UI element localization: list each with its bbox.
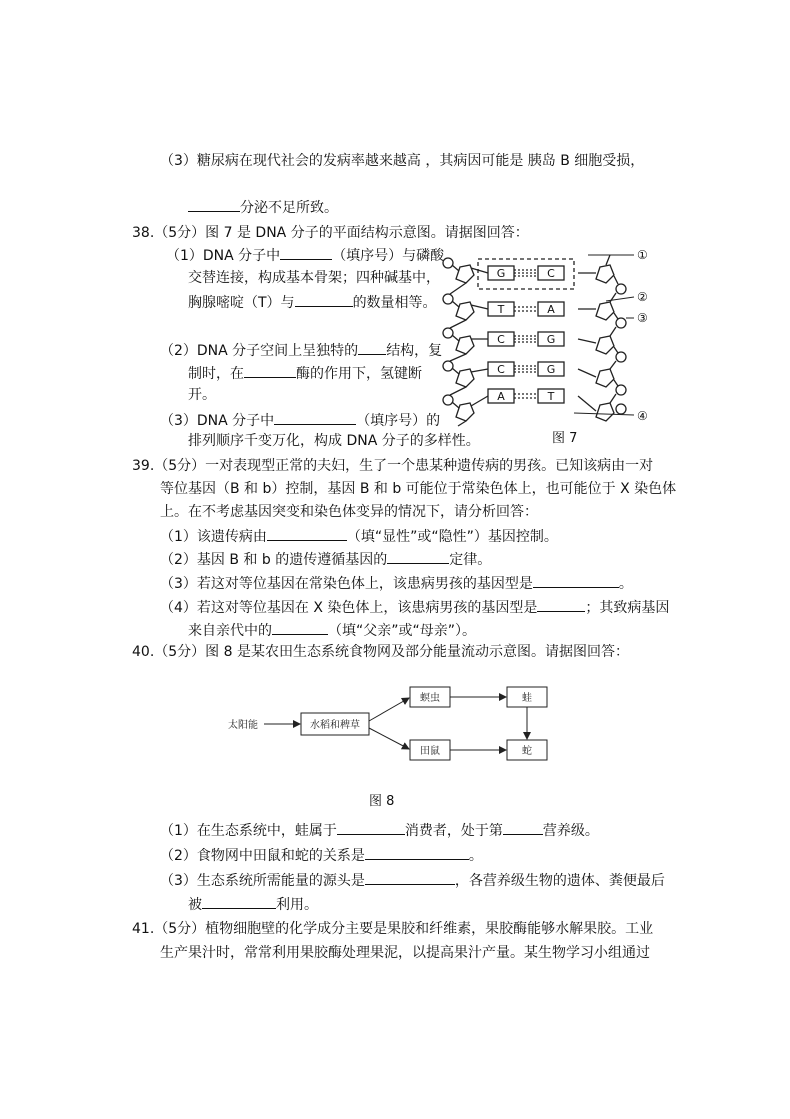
q39-part4-line1: （4）若这对等位基因在 X 染色体上，该患病男孩的基因型是 ；其致病基因: [160, 596, 669, 618]
answer-blank[interactable]: [274, 409, 356, 425]
right-base-4: G: [546, 363, 556, 376]
q37-part3-line2: 分泌不足所致。: [188, 196, 338, 218]
q38-part1-line3: 胸腺嘧啶（T）与 的数量相等。: [188, 291, 437, 313]
answer-blank[interactable]: [503, 819, 543, 835]
snake-label: 蛇: [522, 746, 532, 757]
right-base-3: G: [546, 333, 556, 346]
right-base-2: A: [547, 303, 555, 316]
frog-label: 蛙: [522, 693, 532, 704]
left-base-2: T: [497, 303, 505, 316]
left-base-3: C: [497, 333, 505, 346]
left-base-4: C: [497, 363, 505, 376]
label-4: ④: [637, 409, 648, 423]
q40-header: 40.（5分）图 8 是某农田生态系统食物网及部分能量流动示意图。请据图回答：: [132, 644, 629, 660]
dna-structure-diagram: [438, 243, 658, 427]
q39-line2: 等位基因（B 和 b）控制，基因 B 和 b 可能位于常染色体上，也可能位于 X 染色体: [160, 481, 677, 497]
right-base-1: C: [547, 267, 555, 280]
q38-part3-line1: （3）DNA 分子中 （填序号）的: [160, 409, 440, 431]
q40-part3-line1: （3）生态系统所需能量的源头是 ，各营养级生物的遗体、粪便最后: [160, 869, 665, 891]
q38-part2-line1: （2）DNA 分子空间上呈独特的 结构，复: [160, 339, 442, 361]
arrow-producer-insect: [369, 698, 409, 721]
label-1: ①: [637, 248, 648, 262]
q41-line1: 41.（5分）植物细胞壁的化学成分主要是果胶和纤维素，果胶酶能够水解果胶。工业: [132, 921, 654, 937]
answer-blank[interactable]: [244, 362, 296, 378]
q41-line2: 生产果汁时，常常利用果胶酶处理果泥，以提高果汁产量。某生物学习小组通过: [160, 945, 650, 961]
q39-part4-line2: 来自亲代中的 （填“父亲”或“母亲”）。: [188, 619, 476, 641]
answer-blank[interactable]: [202, 893, 276, 909]
answer-blank[interactable]: [358, 339, 386, 355]
right-base-5: T: [547, 390, 555, 403]
answer-blank[interactable]: [365, 844, 469, 860]
answer-blank[interactable]: [267, 525, 347, 541]
right-backbone: [578, 255, 626, 421]
nucleotide-pair-box: [478, 259, 574, 289]
answer-blank[interactable]: [280, 244, 332, 260]
label-3: ③: [637, 311, 648, 325]
figure-8-caption: 图 8: [369, 794, 395, 809]
left-backbone: [443, 258, 488, 426]
answer-blank[interactable]: [337, 819, 405, 835]
left-base-5: A: [497, 390, 505, 403]
answer-blank[interactable]: [188, 196, 240, 212]
answer-blank[interactable]: [295, 291, 353, 307]
q39-line3: 上。在不考虑基因突变和染色体变异的情况下，请分析回答：: [160, 504, 538, 520]
q39-header: 39.（5分）一对表现型正常的夫妇，生了一个患某种遗传病的男孩。已知该病由一对: [132, 458, 654, 474]
label-2: ②: [637, 290, 648, 304]
answer-blank[interactable]: [365, 869, 455, 885]
q39-part1: （1）该遗传病由 （填“显性”或“隐性”）基因控制。: [160, 525, 558, 547]
q38-part1-line1: （1）DNA 分子中 （填序号）与磷酸: [166, 244, 444, 266]
producer-label: 水稻和稗草: [310, 720, 360, 731]
answer-blank[interactable]: [272, 619, 328, 635]
left-base-1: G: [496, 267, 506, 280]
q40-part3-line2: 被 利用。: [188, 893, 318, 915]
q38-part3-line2: 排列顺序千变万化，构成 DNA 分子的多样性。: [188, 433, 480, 449]
q37-part3-line1: （3）糖尿病在现代社会的发病率越来越高 ，其病因可能是 胰岛 B 细胞受损，: [160, 153, 645, 169]
q38-header: 38.（5分）图 7 是 DNA 分子的平面结构示意图。请据图回答：: [132, 225, 529, 241]
q40-part1: （1）在生态系统中，蛙属于 消费者，处于第 营养级。: [160, 819, 599, 841]
q39-part2: （2）基因 B 和 b 的遗传遵循基因的 定律。: [160, 548, 491, 570]
q40-part2: （2）食物网中田鼠和蛇的关系是 。: [160, 844, 483, 866]
q38-part2-line3: 开。: [188, 387, 216, 403]
insect-label: 螟虫: [420, 693, 440, 704]
food-web-diagram: [226, 682, 566, 782]
answer-blank[interactable]: [537, 596, 585, 612]
answer-blank[interactable]: [533, 572, 619, 588]
label-leaders: [574, 255, 634, 415]
figure-7-caption: 图 7: [552, 431, 578, 446]
q38-part2-line2: 制时，在 酶的作用下，氢键断: [188, 362, 422, 384]
q39-part3: （3）若这对等位基因在常染色体上，该患病男孩的基因型是 。: [160, 572, 633, 594]
sun-label: 太阳能: [228, 720, 258, 731]
mouse-label: 田鼠: [420, 746, 440, 757]
arrow-producer-mouse: [369, 728, 409, 749]
answer-blank[interactable]: [387, 548, 449, 564]
q38-part1-line2: 交替连接，构成基本骨架；四种碱基中，: [188, 270, 440, 286]
